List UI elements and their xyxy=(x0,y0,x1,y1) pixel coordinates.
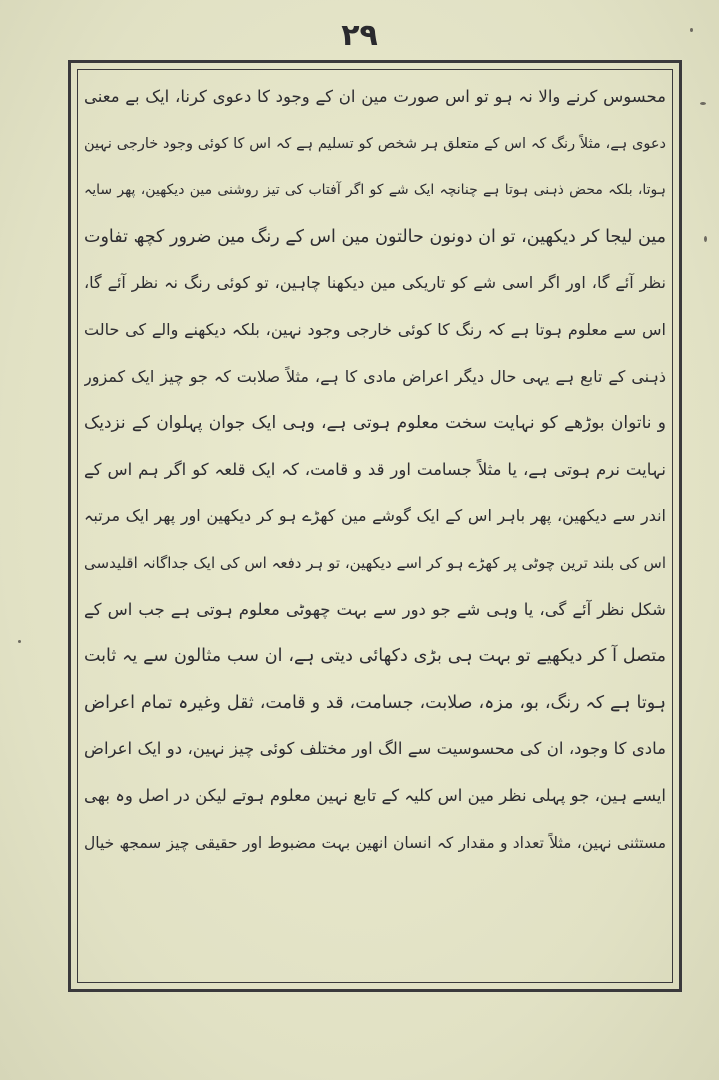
paper-speck xyxy=(704,236,707,242)
text-line-10: اندر سے دیکھین، پھر باہر اس کے ایک گوشے مین کھڑے ہو کر دیکھین اور پھر ایک مرتبہ xyxy=(84,506,666,526)
text-line-3: ہوتا، بلکہ محض ذہنی ہوتا ہے چنانچہ ایک شے کو اگر آفتاب کی تیز روشنی مین دیکھین، پھر سایہ xyxy=(84,182,666,199)
text-line-6: اس سے معلوم ہوتا ہے کہ رنگ کا کوئی خارجی وجود نہین، بلکہ دیکھنے والے کی حالت xyxy=(84,319,666,339)
text-line-12: شکل نظر آئے گی، یا وہی شے جو دور سے بہت چھوٹی معلوم ہوتی ہے جب اس کے xyxy=(84,599,666,619)
text-line-17: مستثنی نہین، مثلاً تعداد و مقدار کہ انسان انھین بہت مضبوط اور حقیقی چیز سمجھ خیال xyxy=(84,833,666,852)
paper-speck xyxy=(700,102,706,105)
text-line-1: محسوس کرنے والا نہ ہو تو اس صورت مین ان کے وجود کا دعوی کرنا، ایک بے معنی xyxy=(84,87,666,106)
urdu-text-block xyxy=(84,74,666,974)
text-line-5: نظر آئے گا، اور اگر اسی شے کو تاریکی مین دیکھنا چاہین، تو کوئی رنگ نہ نظر آئے گا، xyxy=(84,273,666,293)
paper-speck xyxy=(690,28,693,32)
text-line-2: دعوی ہے، مثلاً رنگ کہ اس کے متعلق ہر شخص کو تسلیم ہے کہ اس کا کوئی وجود خارجی نہین xyxy=(84,135,666,152)
text-line-11: اس کی بلند ترین چوٹی پر کھڑے ہو کر اسے دیکھین، تو ہر دفعہ اس کی ایک جداگانہ اقلیدسی xyxy=(84,553,666,572)
text-line-15: مادی کا وجود، ان کی محسوسیت سے الگ اور مختلف کوئی چیز نہین، دو ایک اعراض xyxy=(84,739,666,759)
text-line-14: ہوتا ہے کہ رنگ، بو، مزہ، صلابت، جسامت، قد و قامت، ثقل وغیرہ تمام اعراض xyxy=(84,692,666,713)
paper-speck xyxy=(18,640,21,643)
text-line-7: ذہنی کے تابع ہے یہی حال دیگر اعراض مادی کا ہے، مثلاً صلابت کہ جو چیز ایک کمزور xyxy=(84,366,666,386)
text-line-16: ایسے ہین، جو پہلی نظر مین اس کلیہ کے تابع نہین معلوم ہوتے لیکن در اصل وہ بھی xyxy=(84,785,666,805)
text-line-13: متصل آ کر دیکھیے تو بہت ہی بڑی دکھائی دیتی ہے، ان سب مثالون سے یہ ثابت xyxy=(84,646,666,667)
text-line-8: و ناتوان بوڑھے کو نہایت سخت معلوم ہوتی ہے، وہی ایک جوان پہلوان کے نزدیک xyxy=(84,413,666,434)
page-number: ۲۹ xyxy=(341,18,378,53)
text-line-9: نہایت نرم ہوتی ہے، یا مثلاً جسامت اور قد و قامت، کہ ایک قلعہ کو اگر ہم اس کے xyxy=(84,459,666,479)
text-line-4: مین لیجا کر دیکھین، تو ان دونون حالتون مین اس کے رنگ مین ضرور کچھ تفاوت xyxy=(84,226,666,247)
